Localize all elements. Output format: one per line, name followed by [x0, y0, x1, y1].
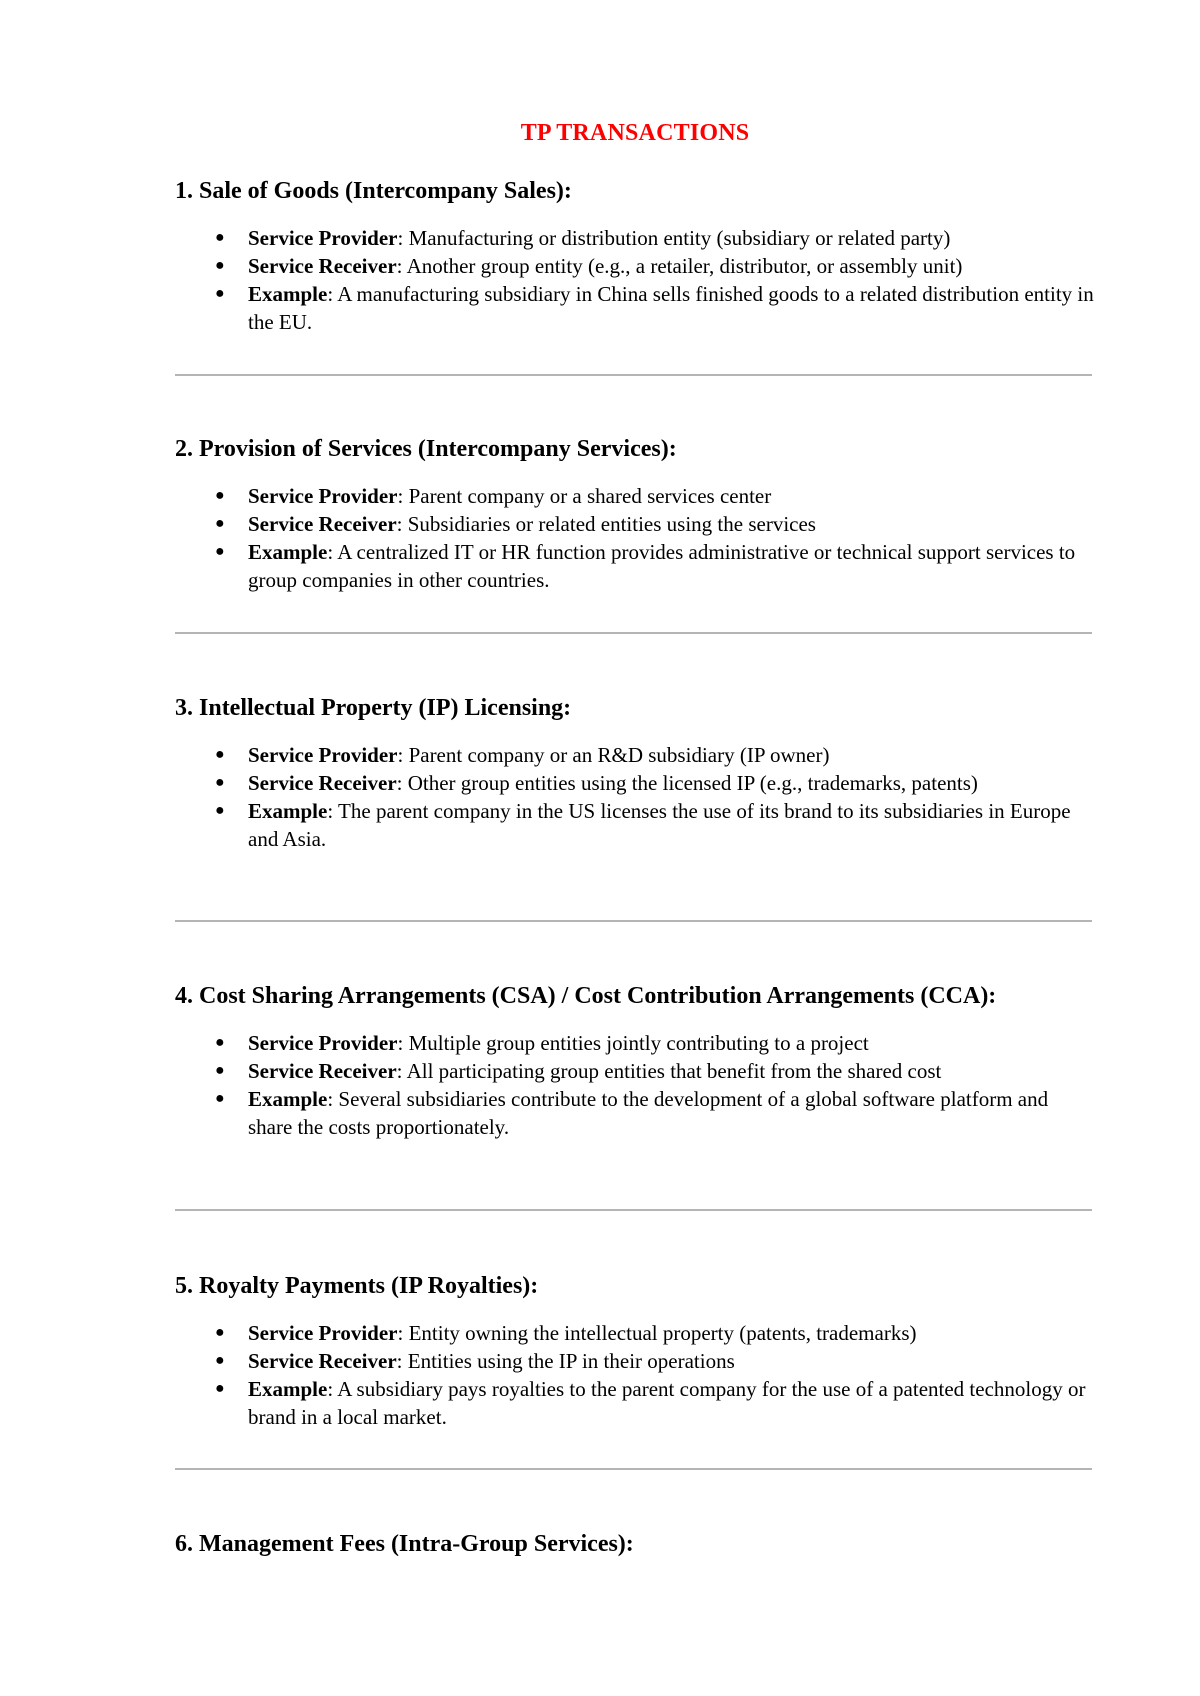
horizontal-divider — [175, 1209, 1092, 1211]
item-label: Service Provider — [248, 743, 398, 767]
section-ip-licensing — [175, 691, 1095, 853]
bullet-icon: ● — [215, 1090, 225, 1107]
list-item — [175, 252, 1095, 280]
section-bullet-list — [175, 1029, 1095, 1141]
list-item — [175, 741, 1095, 769]
section-heading: 4. Cost Sharing Arrangements (CSA) / Cost Contribution Arrangements (CCA): — [175, 983, 997, 1009]
item-label: Service Receiver — [248, 254, 397, 278]
horizontal-divider — [175, 632, 1092, 634]
item-text: : Manufacturing or distribution entity (subsidiary or related party) — [397, 226, 951, 250]
list-item — [175, 482, 1095, 510]
item-label: Service Receiver — [248, 1349, 397, 1373]
section-sale-of-goods — [175, 174, 1095, 336]
section-heading: 5. Royalty Payments (IP Royalties): — [175, 1273, 539, 1299]
item-label: Service Receiver — [248, 1059, 397, 1083]
bullet-icon: ● — [215, 257, 225, 274]
list-item — [175, 510, 1095, 538]
section-bullet-list — [175, 482, 1095, 594]
bullet-icon: ● — [215, 1324, 225, 1341]
item-text: : Parent company or a shared services center — [397, 484, 772, 508]
bullet-icon: ● — [215, 802, 225, 819]
item-text: : Entity owning the intellectual property (patents, trademarks) — [397, 1321, 917, 1345]
list-item — [175, 1057, 1095, 1085]
item-text: : Parent company or an R&D subsidiary (IP owner) — [397, 743, 830, 767]
bullet-icon: ● — [215, 1380, 225, 1397]
section-heading: 3. Intellectual Property (IP) Licensing: — [175, 695, 572, 721]
item-text: : Multiple group entities jointly contributing to a project — [397, 1031, 869, 1055]
section-heading: 1. Sale of Goods (Intercompany Sales): — [175, 178, 572, 204]
horizontal-divider — [175, 1468, 1092, 1470]
section-provision-of-services — [175, 432, 1095, 594]
item-text: : All participating group entities that benefit from the shared cost — [396, 1059, 942, 1083]
list-item — [175, 1085, 1095, 1141]
bullet-icon: ● — [215, 1352, 225, 1369]
item-text: : Entities using the IP in their operations — [396, 1349, 735, 1373]
bullet-icon: ● — [215, 487, 225, 504]
item-label: Example — [248, 1377, 328, 1401]
bullet-icon: ● — [215, 774, 225, 791]
item-label: Example — [248, 1087, 328, 1111]
list-item — [175, 769, 1095, 797]
list-item — [175, 1375, 1095, 1431]
item-label: Service Provider — [248, 1321, 398, 1345]
list-item — [175, 1319, 1095, 1347]
item-text: : A manufacturing subsidiary in China sells finished goods to a related distribution entity in the EU. — [248, 282, 1094, 334]
horizontal-divider — [175, 374, 1092, 376]
section-bullet-list — [175, 224, 1095, 336]
item-text: : The parent company in the US licenses the use of its brand to its subsidiaries in Europe and Asia. — [248, 799, 1071, 851]
bullet-icon: ● — [215, 515, 225, 532]
section-bullet-list — [175, 1319, 1095, 1431]
item-label: Service Provider — [248, 226, 398, 250]
document-title: TP TRANSACTIONS — [520, 120, 750, 146]
list-item — [175, 1029, 1095, 1057]
bullet-icon: ● — [215, 1062, 225, 1079]
bullet-icon: ● — [215, 229, 225, 246]
item-label: Example — [248, 282, 328, 306]
item-text: : Another group entity (e.g., a retailer, distributor, or assembly unit) — [396, 254, 963, 278]
bullet-icon: ● — [215, 746, 225, 763]
list-item — [175, 224, 1095, 252]
list-item — [175, 280, 1095, 336]
item-text: : Other group entities using the licensed IP (e.g., trademarks, patents) — [396, 771, 978, 795]
item-text: : Several subsidiaries contribute to the development of a global software platform and share the costs proportionately. — [248, 1087, 1049, 1139]
bullet-icon: ● — [215, 1034, 225, 1051]
item-text: : Subsidiaries or related entities using the services — [396, 512, 816, 536]
list-item — [175, 538, 1095, 594]
list-item — [175, 797, 1095, 853]
section-cost-sharing — [175, 979, 1095, 1141]
section-royalty-payments — [175, 1269, 1095, 1431]
section-heading: 2. Provision of Services (Intercompany Services): — [175, 436, 677, 462]
item-text: : A centralized IT or HR function provides administrative or technical support services to group companies in other countries. — [248, 540, 1076, 592]
section-heading: 6. Management Fees (Intra-Group Services): — [175, 1531, 634, 1557]
bullet-icon: ● — [215, 543, 225, 560]
item-label: Service Receiver — [248, 771, 397, 795]
horizontal-divider — [175, 920, 1092, 922]
item-label: Example — [248, 799, 328, 823]
item-label: Service Receiver — [248, 512, 397, 536]
item-label: Service Provider — [248, 1031, 398, 1055]
bullet-icon: ● — [215, 285, 225, 302]
section-management-fees — [175, 1527, 1095, 1561]
item-text: : A subsidiary pays royalties to the parent company for the use of a patented technology or brand in a local market. — [248, 1377, 1086, 1429]
section-bullet-list — [175, 741, 1095, 853]
item-label: Example — [248, 540, 328, 564]
item-label: Service Provider — [248, 484, 398, 508]
list-item — [175, 1347, 1095, 1375]
